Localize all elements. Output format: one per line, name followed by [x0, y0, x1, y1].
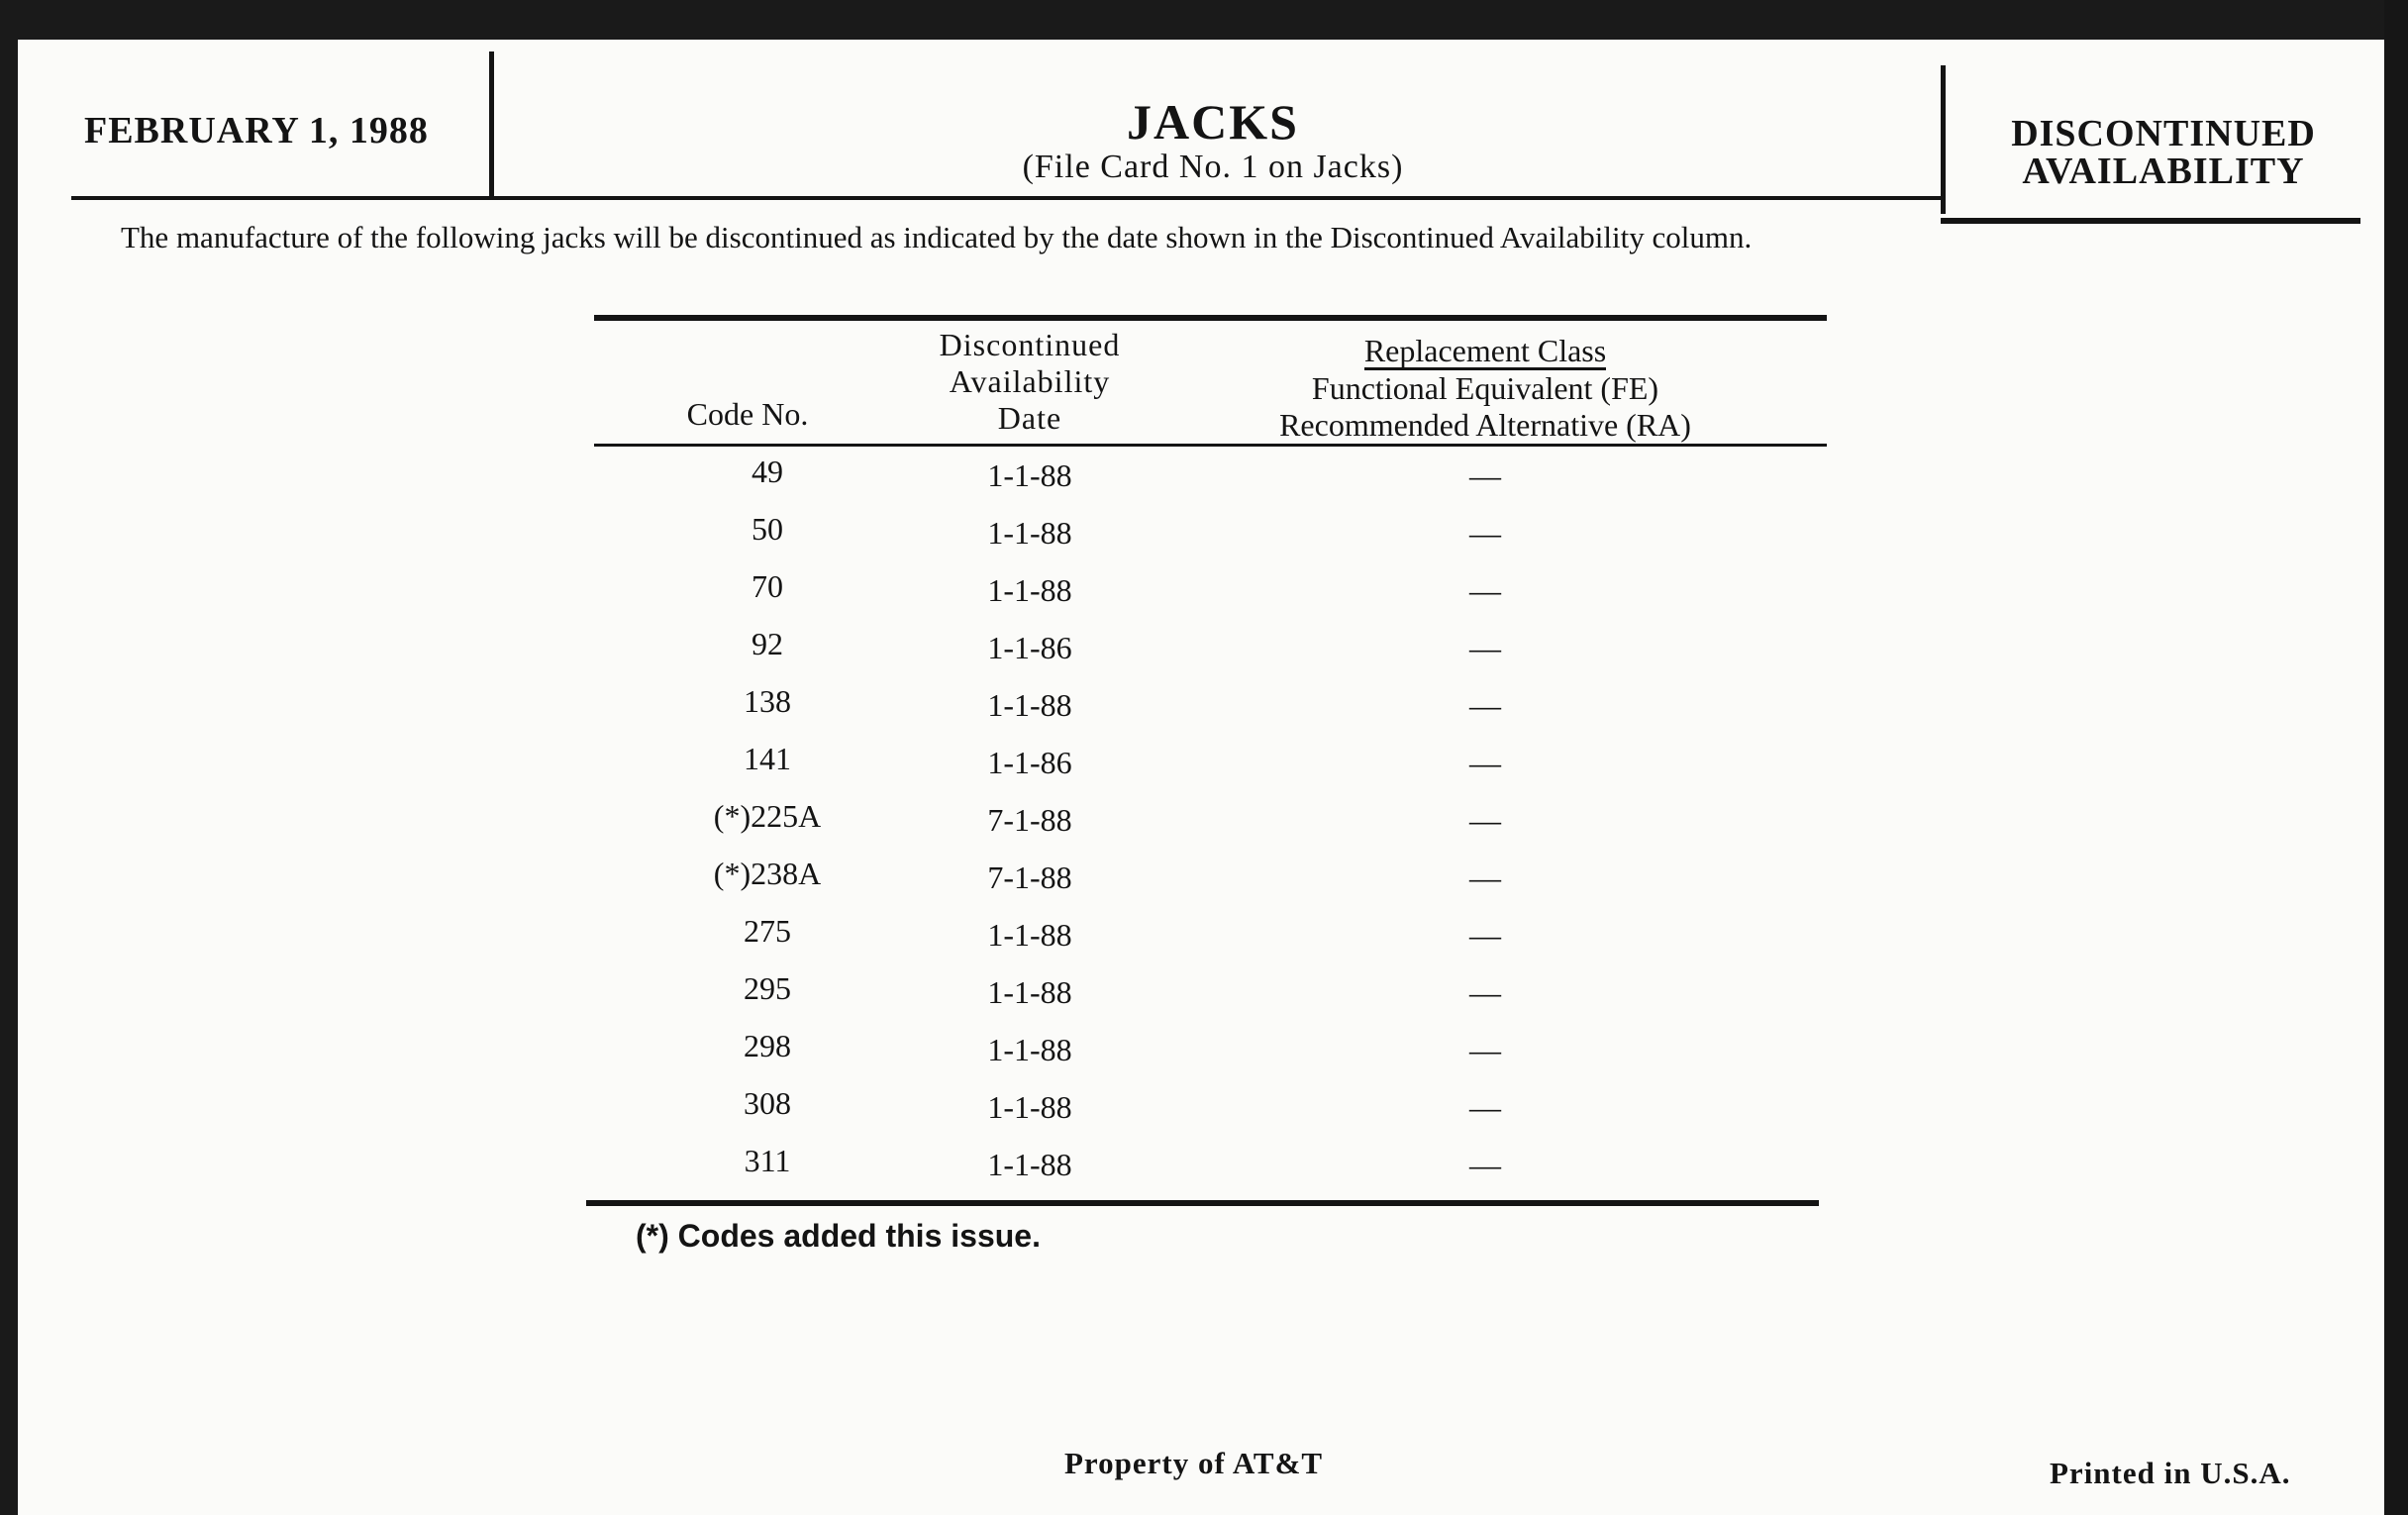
replacement-cell: — [1469, 457, 1501, 493]
date-cell: 1-1-88 [987, 1032, 1072, 1067]
replacement-cell: — [1469, 802, 1501, 838]
footnote: (*) Codes added this issue. [636, 1218, 1041, 1254]
code-cell: 49 [752, 454, 783, 489]
date-cell: 1-1-86 [987, 630, 1072, 665]
code-cell: 70 [752, 568, 783, 604]
table-row [594, 675, 1827, 733]
replacement-cell: — [1469, 572, 1501, 608]
table-row [594, 1077, 1827, 1135]
code-cell: 138 [744, 683, 791, 719]
table-row [594, 618, 1827, 675]
replacement-cell: — [1469, 687, 1501, 723]
status-line-2: AVAILABILITY [2022, 151, 2305, 192]
code-cell: 50 [752, 511, 783, 547]
table-row [594, 962, 1827, 1020]
header-rule [71, 196, 1943, 200]
column-header-replacement-line-2: Functional Equivalent (FE) [1311, 370, 1659, 406]
header-divider-left [489, 51, 494, 200]
code-cell: 311 [744, 1143, 791, 1178]
replacement-cell: — [1469, 859, 1501, 895]
column-header-date-line-1: Discontinued [939, 327, 1121, 362]
table-row [594, 1135, 1827, 1192]
header-divider-right [1941, 65, 1946, 214]
table-row [594, 733, 1827, 790]
table-body [594, 446, 1827, 1192]
replacement-cell: — [1469, 1089, 1501, 1125]
replacement-cell: — [1469, 630, 1501, 665]
code-cell: 275 [744, 913, 791, 949]
date-cell: 1-1-88 [987, 917, 1072, 953]
date-cell: 1-1-88 [987, 457, 1072, 493]
code-cell: 308 [744, 1085, 791, 1121]
issue-date: FEBRUARY 1, 1988 [84, 110, 429, 152]
code-cell: 141 [744, 741, 791, 776]
code-cell: (*)238A [713, 856, 822, 891]
code-cell: (*)225A [713, 798, 822, 834]
table-row [594, 1020, 1827, 1077]
code-cell: 298 [744, 1028, 791, 1063]
status-line-1: DISCONTINUED [2011, 113, 2316, 154]
table-top-rule [594, 315, 1827, 321]
date-cell: 1-1-88 [987, 687, 1072, 723]
replacement-cell: — [1469, 917, 1501, 953]
table-row [594, 446, 1827, 503]
table-row [594, 503, 1827, 560]
title-block [891, 94, 1535, 186]
date-cell: 1-1-88 [987, 515, 1072, 551]
column-header-date-line-2: Availability [949, 363, 1111, 399]
code-cell: 92 [752, 626, 783, 661]
replacement-cell: — [1469, 1147, 1501, 1182]
column-header-replacement-title: Replacement Class [1363, 333, 1607, 368]
date-cell: 1-1-88 [987, 1089, 1072, 1125]
page-title: JACKS [1127, 94, 1299, 150]
printed-notice: Printed in U.S.A. [2050, 1456, 2291, 1490]
date-cell: 7-1-88 [987, 859, 1072, 895]
page-subtitle: (File Card No. 1 on Jacks) [1022, 149, 1404, 185]
table-row [594, 905, 1827, 962]
ownership-notice: Property of AT&T [1064, 1446, 1324, 1480]
table-row [594, 790, 1827, 848]
date-cell: 1-1-88 [987, 974, 1072, 1010]
table-row [594, 848, 1827, 905]
column-header-replacement [1228, 333, 1743, 444]
scan-right-border [2384, 0, 2408, 1515]
table-row [594, 560, 1827, 618]
replacement-cell: — [1469, 515, 1501, 551]
header-rule-right [1941, 218, 2360, 224]
code-cell: 295 [744, 970, 791, 1006]
date-cell: 1-1-86 [987, 745, 1072, 780]
column-header-replacement-line-3: Recommended Alternative (RA) [1279, 407, 1691, 443]
column-header-date-line-3: Date [997, 400, 1062, 436]
date-cell: 7-1-88 [987, 802, 1072, 838]
column-header-date [891, 327, 1168, 437]
replacement-cell: — [1469, 745, 1501, 780]
status-label [1965, 115, 2361, 190]
column-header-code: Code No. [686, 396, 809, 432]
date-cell: 1-1-88 [987, 1147, 1072, 1182]
intro-text: The manufacture of the following jacks will be discontinued as indicated by the date shown in the Discontinued Availability column. [121, 220, 1753, 254]
scan-top-border [0, 0, 2408, 40]
replacement-cell: — [1469, 974, 1501, 1010]
replacement-cell: — [1469, 1032, 1501, 1067]
date-cell: 1-1-88 [987, 572, 1072, 608]
table-bottom-rule [586, 1200, 1819, 1206]
